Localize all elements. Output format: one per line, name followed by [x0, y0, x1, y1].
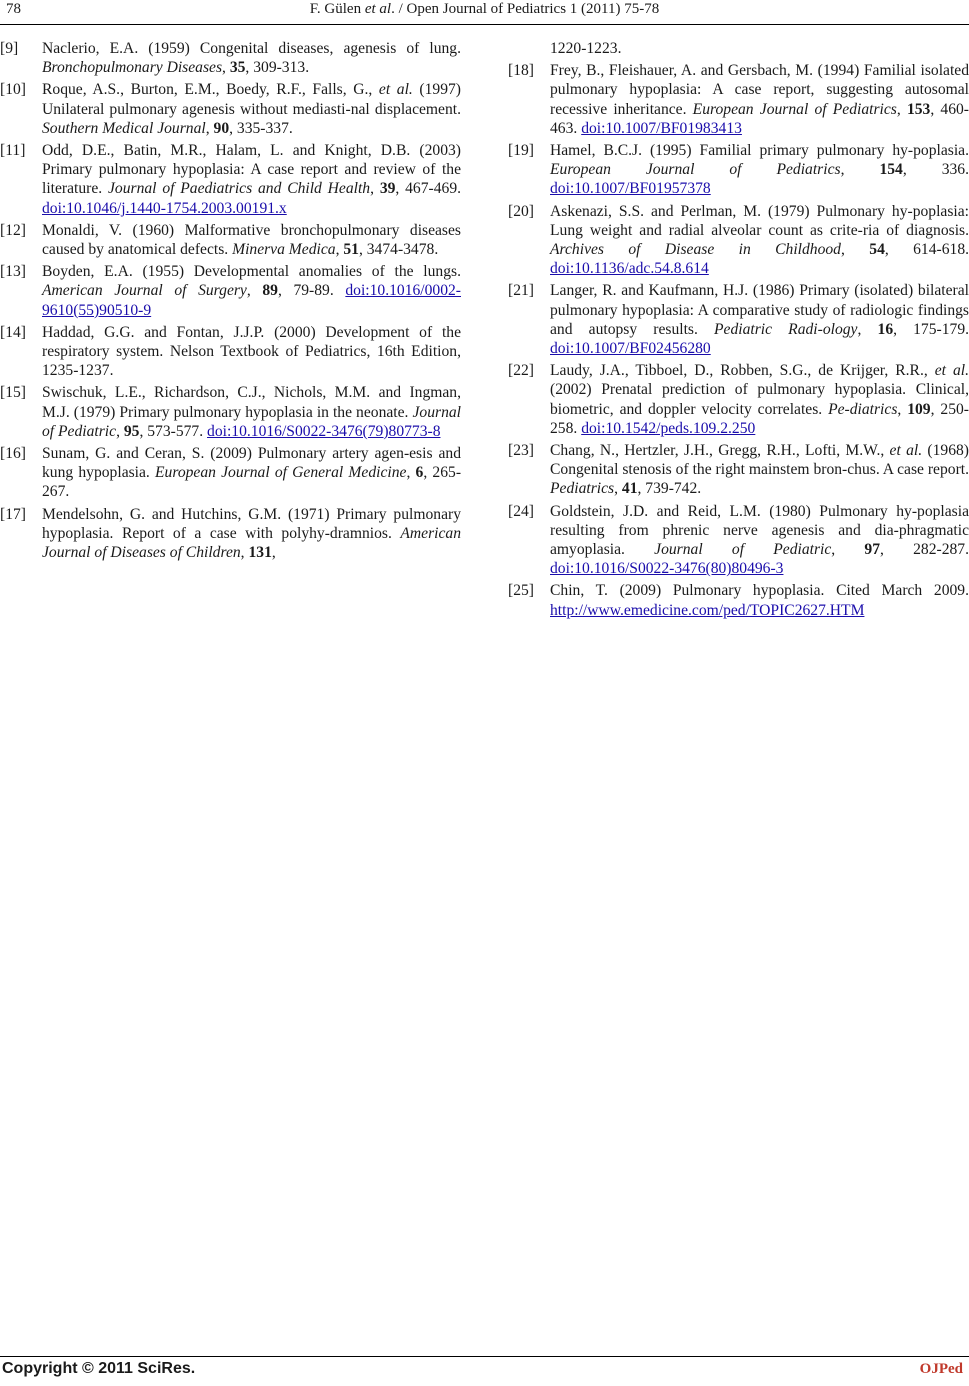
reference-journal: American Journal of Surgery: [42, 282, 247, 300]
journal-abbrev: OJPed: [919, 1361, 963, 1377]
reference-journal: European Journal of Pediatrics: [692, 100, 897, 118]
reference-pages: , 282-287.: [880, 541, 969, 559]
reference-journal: Minerva Medica: [232, 241, 336, 259]
reference-item: [508, 281, 969, 358]
reference-separator: ,: [857, 320, 878, 338]
reference-doi-link[interactable]: http://www.emedicine.com/ped/TOPIC2627.HTM: [550, 601, 865, 619]
reference-doi-link[interactable]: doi:10.1136/adc.54.8.614: [550, 260, 709, 278]
reference-item: [508, 61, 969, 138]
reference-volume: 90: [213, 119, 230, 137]
reference-separator: ,: [335, 241, 344, 259]
reference-authors: Swischuk, L.E., Richardson, C.J., Nichols, M.M. and Ingman, M.J. (1979) Primary pulmonary hypoplasia in the neonate.: [42, 384, 461, 421]
reference-volume: 35: [229, 59, 246, 77]
reference-authors: Langer, R. and Kaufmann, H.J. (1986) Primary (isolated) bilateral pulmonary hypoplasia: A comparative study of radiologic findings and autopsy results.: [550, 282, 969, 338]
reference-journal: Archives of Disease in Childhood: [550, 241, 841, 259]
reference-number: [11]: [0, 142, 26, 160]
reference-etal: et al.: [934, 362, 969, 380]
reference-journal: Pediatrics: [550, 480, 615, 498]
reference-pages: , 3474-3478.: [358, 241, 439, 259]
reference-pages: , 467-469.: [395, 180, 462, 198]
reference-authors: Chang, N., Hertzler, J.H., Gregg, R.H., Lofti, M.W.,: [550, 442, 890, 460]
reference-pages: , 335-337.: [229, 119, 293, 137]
reference-pages: , 250-258.: [550, 400, 969, 437]
reference-separator: ,: [205, 119, 214, 137]
reference-number: [23]: [508, 442, 534, 460]
reference-pages: , 739-742.: [637, 480, 702, 498]
reference-authors: Sunam, G. and Ceran, S. (2009) Pulmonary artery agen-esis and kung hypoplasia.: [42, 445, 461, 482]
reference-authors: Laudy, J.A., Tibboel, D., Robben, S.G., de Krijger, R.R.,: [550, 362, 935, 380]
reference-journal: Bronchopulmonary Diseases: [42, 59, 223, 77]
reference-doi-link[interactable]: doi:10.1016/S0022-3476(80)80496-3: [550, 560, 784, 578]
reference-separator: ,: [246, 282, 263, 300]
reference-doi-link[interactable]: doi:10.1542/peds.109.2.250: [581, 419, 756, 437]
reference-authors: Roque, A.S., Burton, E.M., Boedy, R.F., Falls, G.,: [42, 81, 379, 99]
reference-separator: ,: [370, 180, 380, 198]
reference-title: (1968) Congenital stenosis of the right mainstem bron-chus. A case report.: [550, 442, 969, 479]
reference-authors: Askenazi, S.S. and Perlman, M. (1979) Pulmonary hy-poplasia: Lung weight and radial alveolar count as crite-ria of diagnosis.: [550, 202, 969, 239]
reference-volume: 6: [415, 464, 424, 482]
reference-number: [25]: [508, 582, 534, 600]
reference-item: [0, 39, 461, 77]
reference-item: [508, 141, 969, 199]
reference-number: [21]: [508, 282, 534, 300]
reference-separator: ,: [896, 100, 907, 118]
reference-item: [508, 202, 969, 279]
reference-pages: , 175-179.: [893, 320, 969, 338]
reference-journal: American Journal of Diseases of Children: [42, 524, 461, 562]
reference-doi-link[interactable]: doi:10.1046/j.1440-1754.2003.00191.x: [42, 199, 287, 217]
reference-number: [10]: [0, 81, 26, 99]
reference-pages: , 79-89.: [277, 282, 334, 300]
reference-volume: 39: [379, 180, 396, 198]
reference-doi-link[interactable]: doi:10.1007/BF02456280: [550, 340, 711, 358]
footer-rule: [0, 1356, 969, 1357]
reference-separator: ,: [406, 464, 416, 482]
references-left-column: [0, 39, 461, 565]
running-head-authors: F. Gülen: [309, 1, 365, 17]
reference-volume: 41: [621, 480, 638, 498]
reference-separator: ,: [831, 541, 865, 559]
reference-volume: 154: [879, 161, 903, 179]
reference-separator: ,: [116, 422, 124, 440]
reference-volume: 131: [248, 544, 272, 562]
reference-authors: Goldstein, J.D. and Reid, L.M. (1980) Pulmonary hy-poplasia resulting from phrenic nerve agenesis and dia-phragmatic amyoplasia.: [550, 502, 969, 559]
reference-item: [0, 221, 461, 259]
reference-volume: 89: [262, 282, 278, 300]
reference-number: [9]: [0, 40, 19, 57]
reference-pages: ,: [271, 544, 276, 562]
reference-doi-link[interactable]: doi:10.1016/0002-9610(55)90510-9: [42, 282, 461, 319]
reference-authors: Monaldi, V. (1960) Malformative bronchopulmonary diseases caused by anatomical defects.: [42, 221, 461, 259]
reference-doi-link[interactable]: doi:10.1016/S0022-3476(79)80773-8: [207, 422, 441, 440]
reference-number: [15]: [0, 384, 26, 402]
reference-doi-link[interactable]: doi:10.1007/BF01957378: [550, 180, 711, 198]
reference-journal: European Journal of Pediatrics: [550, 161, 841, 179]
reference-number: [20]: [508, 202, 534, 220]
reference-item: [508, 441, 969, 499]
reference-journal: Southern Medical Journal: [42, 119, 206, 137]
reference-journal: Pediatric Radi-ology: [714, 320, 858, 338]
running-head: [0, 1, 969, 18]
reference-authors: Haddad, G.G. and Fontan, J.J.P. (2000) Development of the respiratory system. Nelson Textbook of Pediatrics, 16th Edition, 1235-1237.: [42, 323, 461, 380]
reference-item: [0, 505, 461, 563]
reference-separator: ,: [222, 59, 230, 77]
page-number: 78: [6, 1, 21, 17]
reference-etal: et al.: [378, 81, 413, 99]
reference-number: [19]: [508, 142, 534, 160]
reference-pages: , 309-313.: [245, 59, 310, 77]
reference-number: [16]: [0, 445, 26, 463]
reference-number: [24]: [508, 502, 534, 520]
running-head-etal: et al: [364, 1, 392, 17]
reference-volume: 95: [123, 422, 140, 440]
reference-item: [0, 80, 461, 138]
reference-volume: 97: [864, 541, 880, 559]
reference-item: [508, 581, 969, 619]
reference-title: (1997) Unilateral pulmonary agenesis without mediasti-nal displacement.: [42, 81, 461, 118]
reference-title: (2002) Prenatal prediction of pulmonary hypoplasia. Clinical, biometric, and doppler velocity correlates.: [550, 381, 969, 418]
reference-authors: Hamel, B.C.J. (1995) Familial primary pulmonary hy-poplasia.: [550, 142, 969, 160]
reference-number: [12]: [0, 221, 26, 239]
reference-number: [13]: [0, 263, 26, 281]
reference-item: [508, 361, 969, 438]
running-head-journal: . / Open Journal of Pediatrics 1 (2011) 75-78: [391, 1, 660, 17]
reference-separator: ,: [840, 161, 880, 179]
reference-item: [0, 141, 461, 218]
reference-journal: Journal of Paediatrics and Child Health: [108, 180, 371, 198]
reference-pages: , 573-577.: [139, 422, 204, 440]
header-rule: [0, 24, 969, 25]
references-right-column: [508, 39, 969, 623]
reference-pages: , 460-463.: [550, 100, 969, 137]
reference-number: [17]: [0, 505, 26, 523]
reference-pages: , 614-618.: [884, 241, 969, 259]
reference-item: [0, 444, 461, 502]
reference-authors: Naclerio, E.A. (1959) Congenital diseases, agenesis of lung.: [42, 40, 461, 57]
reference-number: [22]: [508, 362, 534, 380]
reference-separator: ,: [897, 400, 908, 418]
reference-item: [0, 323, 461, 381]
reference-journal: Journal of Pediatric: [42, 403, 461, 440]
reference-item: [0, 383, 461, 441]
reference-authors: Boyden, E.A. (1955) Developmental anomalies of the lungs.: [42, 263, 461, 281]
reference-separator: ,: [840, 241, 870, 259]
reference-authors: Odd, D.E., Batin, M.R., Halam, L. and Knight, D.B. (2003) Primary pulmonary hypoplasia: A case report and review of the literature.: [42, 142, 461, 198]
reference-separator: ,: [240, 544, 249, 562]
reference-journal: European Journal of General Medicine: [155, 464, 407, 482]
reference-pages: , 336.: [902, 161, 969, 179]
reference-item: [508, 502, 969, 579]
reference-doi-link[interactable]: doi:10.1007/BF01983413: [581, 119, 742, 137]
reference-authors: Frey, B., Fleishauer, A. and Gersbach, M. (1994) Familial isolated pulmonary hypoplasia: A case report, suggesting autosomal recessive inheritance.: [550, 62, 969, 118]
reference-number: [18]: [508, 62, 534, 80]
reference-number: [14]: [0, 323, 26, 341]
reference-pages: , 265-267.: [42, 464, 462, 501]
reference-etal: et al.: [889, 442, 923, 460]
reference-authors: Chin, T. (2009) Pulmonary hypoplasia. Cited March 2009.: [550, 582, 969, 600]
reference-volume: 109: [907, 400, 931, 418]
copyright-notice: Copyright © 2011 SciRes.: [2, 1360, 196, 1377]
reference-volume: 54: [869, 241, 885, 259]
reference-authors: Mendelsohn, G. and Hutchins, G.M. (1971) Primary pulmonary hypoplasia. Report of a case with polyhy-dramnios.: [42, 505, 461, 542]
reference-volume: 153: [906, 100, 931, 118]
reference-continuation: 1220-1223.: [550, 40, 622, 57]
reference-volume: 16: [877, 320, 894, 338]
reference-journal: Journal of Pediatric: [654, 541, 832, 559]
reference-volume: 51: [343, 241, 359, 259]
reference-journal: Pe-diatrics: [828, 400, 898, 418]
reference-item: [0, 262, 461, 320]
reference-separator: ,: [614, 480, 622, 498]
